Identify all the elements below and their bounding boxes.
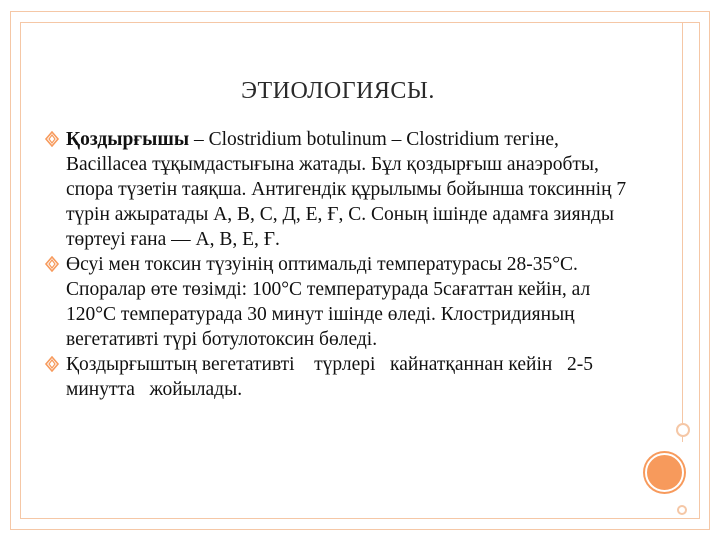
- decorative-small-circle: [676, 423, 690, 437]
- slide-title: ЭТИОЛОГИЯСЫ.: [241, 78, 435, 104]
- diamond-bullet-icon: [44, 356, 60, 372]
- decorative-tiny-circle: [677, 505, 687, 515]
- bullet-text: Өсуі мен токсин түзуінің оптимальді температурасы 28-35°С. Споралар өте төзімді: 100°С температурада 5сағаттан кейін, ал 120°С температурада 30 минут ішінде өледі. Клостридияның вегетативті түрі ботулотоксин бөледі.: [66, 254, 591, 350]
- diamond-bullet-icon: [44, 131, 60, 147]
- decorative-circle-ring: [645, 453, 684, 492]
- bullet-item: [44, 252, 644, 352]
- slide-body: [44, 127, 644, 402]
- bullet-text: Қоздырғыштың вегетативті түрлері кайнатқаннан кейін 2-5 минутта жойылады.: [66, 354, 608, 400]
- bullet-item: [44, 127, 644, 252]
- bullet-text: – Clostridium botulinum – Clostridium тегіне, Bacillacea тұқымдастығына жатады. Бұл қоздырғыш анаэробты, спора түзетін таяқша. Антигендік құрылымы бойынша токсиннің 7 түрін ажыратады А, В, С, Д, Е, Ғ, С. Соның ішінде адамға зиянды төртеуі ғана — А, В, Е, Ғ.: [66, 129, 627, 250]
- bullet-item: [44, 352, 644, 402]
- frame-divider-line: [682, 22, 683, 442]
- diamond-bullet-icon: [44, 256, 60, 272]
- bullet-bold-term: Қоздырғышы: [66, 129, 190, 150]
